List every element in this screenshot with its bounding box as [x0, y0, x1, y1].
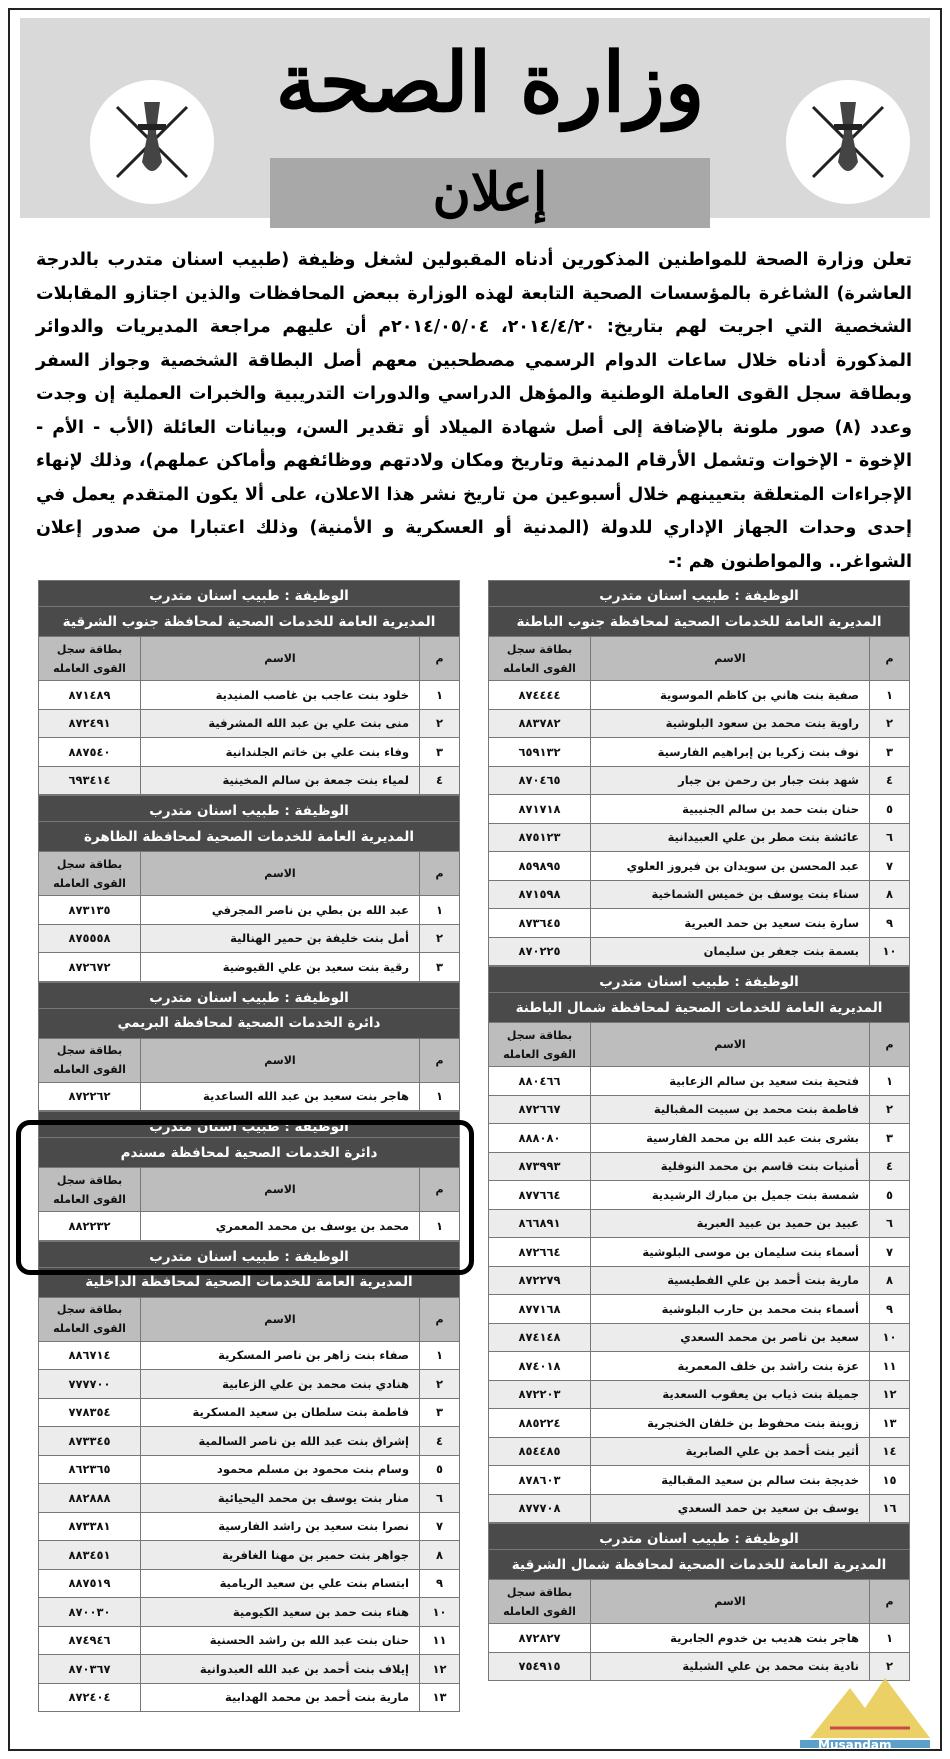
row-number: ١٤	[870, 1437, 910, 1466]
right-column-tables	[488, 580, 910, 1681]
table-row	[39, 1598, 460, 1627]
row-card-number: ٨٧٢٨٢٧	[489, 1624, 591, 1653]
table-row	[489, 1152, 910, 1181]
row-name: عائشة بنت مطر بن علي العبيدانية	[591, 823, 870, 852]
column-header-number: م	[420, 852, 460, 896]
row-number: ٨	[870, 880, 910, 909]
row-name: بشرى بنت عبد الله بن محمد الفارسية	[591, 1124, 870, 1153]
row-number: ٧	[420, 1512, 460, 1541]
row-card-number: ٨٧٢٢٦٢	[39, 1082, 141, 1111]
table-row	[489, 1494, 910, 1523]
table-row	[489, 1209, 910, 1238]
column-header-card: بطاقة سجل القوى العامله	[489, 1023, 591, 1067]
row-card-number: ٨٧٠٤٦٥	[489, 766, 591, 795]
table-row	[489, 709, 910, 738]
table-row	[39, 1569, 460, 1598]
row-name: جواهر بنت حمير بن مهنا الغافرية	[141, 1541, 420, 1570]
table-row	[39, 1455, 460, 1484]
row-number: ٣	[870, 738, 910, 767]
row-number: ٧	[870, 852, 910, 881]
row-number: ٣	[420, 1398, 460, 1427]
row-name: حنان بنت حمد بن سالم الجنيبية	[591, 795, 870, 824]
table-row	[39, 924, 460, 953]
row-card-number: ٨٨٥٢٢٤	[489, 1409, 591, 1438]
directorate-name: دائرة الخدمات الصحية لمحافظة البريمي	[39, 1008, 460, 1038]
table-row	[39, 709, 460, 738]
highlight-box	[16, 1120, 474, 1275]
assignment-table	[488, 966, 910, 1523]
row-card-number: ٧٧٧٧٠٠	[39, 1370, 141, 1399]
column-header-card: بطاقة سجل القوى العامله	[39, 637, 141, 681]
directorate-name: المديرية العامة للخدمات الصحية لمحافظة جنوب الشرقية	[39, 607, 460, 637]
row-number: ٩	[870, 1295, 910, 1324]
row-card-number: ٧٥٤٩١٥	[489, 1652, 591, 1681]
row-name: محمد بن يوسف بن محمد المعمري	[141, 1212, 420, 1241]
table-row	[489, 1295, 910, 1324]
row-name: عزة بنت راشد بن خلف المعمرية	[591, 1352, 870, 1381]
directorate-name: المديرية العامة للخدمات الصحية لمحافظة جنوب الباطنة	[489, 607, 910, 637]
announcement-title: إعلان	[270, 158, 710, 228]
row-number: ٧	[870, 1238, 910, 1267]
table-row	[39, 738, 460, 767]
row-name: منى بنت علي بن عبد الله المشرفية	[141, 709, 420, 738]
table-row	[39, 1341, 460, 1370]
row-number: ١٠	[420, 1598, 460, 1627]
row-card-number: ٨٧٨٦٠٣	[489, 1466, 591, 1495]
row-number: ٦	[420, 1484, 460, 1513]
job-title: الوظيفة : طبيب اسنان متدرب	[39, 796, 460, 822]
ministry-title: وزارة الصحة	[275, 35, 705, 131]
row-number: ٤	[420, 766, 460, 795]
row-name: إيلاف بنت أحمد بن عبد الله العبدوانية	[141, 1655, 420, 1684]
table-row	[489, 1437, 910, 1466]
row-name: أسماء بنت محمد بن حارب البلوشية	[591, 1295, 870, 1324]
row-name: عبد المحسن بن سويدان بن فيروز العلوي	[591, 852, 870, 881]
table-row	[489, 1409, 910, 1438]
directorate-name: المديرية العامة للخدمات الصحية لمحافظة الظاهرة	[39, 822, 460, 852]
row-number: ١١	[870, 1352, 910, 1381]
row-name: أثير بنت أحمد بن علي الصابرية	[591, 1437, 870, 1466]
row-number: ٩	[420, 1569, 460, 1598]
column-header-number: م	[420, 637, 460, 681]
table-row	[39, 1484, 460, 1513]
table-row	[39, 681, 460, 710]
table-row	[489, 1323, 910, 1352]
row-card-number: ٦٩٣٤١٤	[39, 766, 141, 795]
row-name: هاجر بنت هديب بن خدوم الجابرية	[591, 1624, 870, 1653]
row-number: ٢	[870, 1652, 910, 1681]
assignment-table	[38, 580, 460, 795]
assignment-table	[488, 580, 910, 966]
row-card-number: ٨٧٢٦٧٢	[39, 953, 141, 982]
row-name: لمياء بنت جمعة بن سالم المخينية	[141, 766, 420, 795]
header-banner	[20, 18, 930, 223]
row-name: سعيد بن ناصر بن محمد السعدي	[591, 1323, 870, 1352]
row-name: أمل بنت خليفة بن حمير الهنالية	[141, 924, 420, 953]
row-name: نوف بنت زكريا بن إبراهيم الفارسية	[591, 738, 870, 767]
row-card-number: ٦٥٩١٣٢	[489, 738, 591, 767]
row-card-number: ٨٧٢٦٦٧	[489, 1095, 591, 1124]
table-row	[489, 1181, 910, 1210]
row-name: فتحية بنت سعيد بن سالم الزعابية	[591, 1067, 870, 1096]
row-card-number: ٨٧٠٢٢٥	[489, 937, 591, 966]
row-card-number: ٨٧٤٠١٨	[489, 1352, 591, 1381]
table-row	[39, 1655, 460, 1684]
row-number: ٥	[870, 1181, 910, 1210]
row-name: وفاء بنت علي بن خاتم الجلندانية	[141, 738, 420, 767]
row-number: ١٣	[870, 1409, 910, 1438]
row-number: ١	[870, 1624, 910, 1653]
job-title: الوظيفة : طبيب اسنان متدرب	[39, 1112, 460, 1138]
row-card-number: ٨٨٢٢٣٢	[39, 1212, 141, 1241]
table-row	[489, 937, 910, 966]
row-card-number: ٨٧٣٦٤٥	[489, 909, 591, 938]
row-card-number: ٨٧٧٧٠٨	[489, 1494, 591, 1523]
row-card-number: ٨٧٢٢٠٣	[489, 1380, 591, 1409]
row-name: صفاء بنت زاهر بن ناصر المسكرية	[141, 1341, 420, 1370]
column-header-name: الاسم	[141, 637, 420, 681]
row-number: ٣	[420, 953, 460, 982]
row-card-number: ٨٥٩٨٩٥	[489, 852, 591, 881]
row-number: ٢	[870, 709, 910, 738]
row-number: ١	[420, 896, 460, 925]
row-card-number: ٨٧٧٦٦٤	[489, 1181, 591, 1210]
table-row	[489, 1095, 910, 1124]
row-card-number: ٨٧١٤٨٩	[39, 681, 141, 710]
row-name: هنادي بنت محمد بن علي الزعابية	[141, 1370, 420, 1399]
table-row	[489, 852, 910, 881]
assignment-table	[38, 982, 460, 1112]
row-number: ١٠	[870, 937, 910, 966]
row-number: ٨	[870, 1266, 910, 1295]
row-card-number: ٨٨٢٨٨٨	[39, 1484, 141, 1513]
table-row	[489, 1238, 910, 1267]
row-card-number: ٨٧٤٩٤٦	[39, 1626, 141, 1655]
row-number: ٦	[870, 823, 910, 852]
row-name: سارة بنت سعيد بن حمد العبرية	[591, 909, 870, 938]
table-row	[489, 880, 910, 909]
directorate-name: دائرة الخدمات الصحية لمحافظة مسندم	[39, 1138, 460, 1168]
table-row	[489, 1352, 910, 1381]
row-card-number: ٨٧٤٤٤٤	[489, 681, 591, 710]
row-card-number: ٨٨٨٠٨٠	[489, 1124, 591, 1153]
row-name: بسمة بنت جعفر بن سليمان	[591, 937, 870, 966]
row-card-number: ٨٧٣٣٨١	[39, 1512, 141, 1541]
row-name: شهد بنت جبار بن رحمن بن جبار	[591, 766, 870, 795]
row-number: ٩	[870, 909, 910, 938]
column-header-name: الاسم	[141, 1038, 420, 1082]
row-number: ١	[420, 1341, 460, 1370]
column-header-card: بطاقة سجل القوى العامله	[39, 1297, 141, 1341]
row-card-number: ٨٧٠٣٦٧	[39, 1655, 141, 1684]
row-number: ١	[420, 1212, 460, 1241]
table-row	[489, 823, 910, 852]
row-card-number: ٧٧٨٣٥٤	[39, 1398, 141, 1427]
row-name: راوية بنت محمد بن سعود البلوشية	[591, 709, 870, 738]
table-row	[489, 1124, 910, 1153]
row-name: فاطمة بنت سلطان بن سعيد المسكرية	[141, 1398, 420, 1427]
table-row	[39, 1427, 460, 1456]
directorate-name: المديرية العامة للخدمات الصحية لمحافظة شمال الشرقية	[489, 1550, 910, 1580]
row-card-number: ٨٧٢٦٦٤	[489, 1238, 591, 1267]
row-name: هناء بنت حمد بن سعيد الكيومية	[141, 1598, 420, 1627]
row-name: زوينة بنت محفوظ بن خلفان الخنجرية	[591, 1409, 870, 1438]
announcement-body: تعلن وزارة الصحة للمواطنين المذكورين أدناه المقبولين لشغل وظيفة (طبيب اسنان متدرب بالدرجة العاشرة) الشاغرة بالمؤسسات الصحية التابعة لهذه الوزارة ببعض المحافظات والذين اجتازو المقابلات الشخصية التي اجريت لهم بتاريخ: ٢٠١٤/٤/٢٠، ٢٠١٤/٠٥/٠٤م أن عليهم مراجعة المديريات والدوائر المذكورة أدناه خلال ساعات الدوام الرسمي مصطحبين معهم أصل البطاقة الشخصية وجواز السفر وبطاقة سجل القوى العاملة الوطنية والمؤهل الدراسي والدورات التدريبية والخبرات العملية إن وجدت وعدد (٨) صور ملونة بالإضافة إلى أصل شهادة الميلاد أو تقدير السن، وبيانات العائلة (الأب - الأم - الإخوة - الإخوات وتشمل الأرقام المدنية وتاريخ ومكان ولادتهم ووظائفهم وأماكن عملهم)، وذلك لإنهاء الإجراءات المتعلقة بتعيينهم خلال أسبوعين من تاريخ نشر هذا الاعلان، على ألا يكون المتقدم يعمل في إحدى وحدات الجهاز الإداري للدولة (المدنية أو العسكرية و الأمنية) وذلك اعتبارا من صدور إعلان الشواغر.. والمواطنون هم :-	[36, 250, 912, 572]
row-card-number: ٨٧١٧١٨	[489, 795, 591, 824]
row-card-number: ٨٨٧٥٤٠	[39, 738, 141, 767]
job-title: الوظيفة : طبيب اسنان متدرب	[39, 982, 460, 1008]
table-row	[489, 1266, 910, 1295]
table-row	[39, 1683, 460, 1712]
row-name: خلود بنت عاجب بن غاصب المنيدية	[141, 681, 420, 710]
row-card-number: ٨٧٢٤٠٤	[39, 1683, 141, 1712]
job-title: الوظيفة : طبيب اسنان متدرب	[489, 967, 910, 993]
row-number: ٤	[870, 1152, 910, 1181]
directorate-name: المديرية العامة للخدمات الصحية لمحافظة الداخلية	[39, 1267, 460, 1297]
column-header-card: بطاقة سجل القوى العامله	[39, 1168, 141, 1212]
row-card-number: ٨٧٠٠٣٠	[39, 1598, 141, 1627]
row-name: صفية بنت هاني بن كاظم الموسوية	[591, 681, 870, 710]
row-name: عبد الله بن بطي بن ناصر المجرفي	[141, 896, 420, 925]
row-name: أمنيات بنت قاسم بن محمد النوفلية	[591, 1152, 870, 1181]
table-row	[489, 1466, 910, 1495]
row-name: نادية بنت محمد بن علي الشبلية	[591, 1652, 870, 1681]
column-header-card: بطاقة سجل القوى العامله	[39, 1038, 141, 1082]
row-card-number: ٨٨٣٤٥١	[39, 1541, 141, 1570]
row-card-number: ٨٧٢٢٧٩	[489, 1266, 591, 1295]
row-number: ١٢	[420, 1655, 460, 1684]
row-name: رقية بنت سعيد بن علي القيوضية	[141, 953, 420, 982]
row-name: سناء بنت يوسف بن خميس الشماخية	[591, 880, 870, 909]
column-header-number: م	[420, 1168, 460, 1212]
watermark-logo-icon	[790, 1668, 940, 1748]
table-row	[489, 766, 910, 795]
table-row	[39, 1370, 460, 1399]
column-header-number: م	[870, 637, 910, 681]
row-card-number: ٨٦٦٨٩١	[489, 1209, 591, 1238]
watermark-text: Musandam	[818, 1738, 892, 1752]
assignment-table	[38, 795, 460, 982]
row-number: ٥	[870, 795, 910, 824]
job-title: الوظيفة : طبيب اسنان متدرب	[489, 581, 910, 607]
column-header-name: الاسم	[141, 1168, 420, 1212]
row-number: ٣	[420, 738, 460, 767]
row-number: ٢	[420, 924, 460, 953]
row-card-number: ٨٧٢٤٩١	[39, 709, 141, 738]
row-name: وسام بنت محمود بن مسلم محمود	[141, 1455, 420, 1484]
row-name: نصرا بنت سعيد بن راشد الفارسية	[141, 1512, 420, 1541]
column-header-name: الاسم	[141, 1297, 420, 1341]
row-name: شمسة بنت جميل بن مبارك الرشيدية	[591, 1181, 870, 1210]
row-number: ١٢	[870, 1380, 910, 1409]
row-name: أسماء بنت سليمان بن موسى البلوشية	[591, 1238, 870, 1267]
row-name: عبيد بن حميد بن عبيد العبرية	[591, 1209, 870, 1238]
row-card-number: ٨٧٣٩٩٣	[489, 1152, 591, 1181]
table-row	[39, 1541, 460, 1570]
row-number: ٤	[870, 766, 910, 795]
row-name: إشراق بنت عبد الله بن ناصر السالمية	[141, 1427, 420, 1456]
row-card-number: ٨٧١٥٩٨	[489, 880, 591, 909]
column-header-card: بطاقة سجل القوى العامله	[489, 637, 591, 681]
row-name: خديجة بنت سالم بن سعيد المقبالية	[591, 1466, 870, 1495]
row-name: يوسف بن سعيد بن حمد السعدي	[591, 1494, 870, 1523]
row-number: ١١	[420, 1626, 460, 1655]
row-card-number: ٨٧٣١٣٥	[39, 896, 141, 925]
row-name: مارية بنت أحمد بن علي الفطيسية	[591, 1266, 870, 1295]
row-name: جميلة بنت ذياب بن يعقوب السعدية	[591, 1380, 870, 1409]
row-name: هاجر بنت سعيد بن عبد الله الساعدية	[141, 1082, 420, 1111]
row-number: ١٥	[870, 1466, 910, 1495]
row-card-number: ٨٧٧١٦٨	[489, 1295, 591, 1324]
row-name: فاطمة بنت محمد بن سبيت المقبالية	[591, 1095, 870, 1124]
row-number: ١٠	[870, 1323, 910, 1352]
row-number: ٢	[420, 1370, 460, 1399]
row-card-number: ٨٧٥١٢٣	[489, 823, 591, 852]
row-card-number: ٨٥٤٤٨٥	[489, 1437, 591, 1466]
row-number: ٢	[870, 1095, 910, 1124]
table-row	[489, 795, 910, 824]
column-header-name: الاسم	[591, 637, 870, 681]
column-header-number: م	[420, 1038, 460, 1082]
table-row	[489, 909, 910, 938]
column-header-number: م	[870, 1023, 910, 1067]
table-row	[39, 896, 460, 925]
column-header-name: الاسم	[591, 1023, 870, 1067]
row-number: ٣	[870, 1124, 910, 1153]
row-card-number: ٨٨٠٤٦٦	[489, 1067, 591, 1096]
row-number: ٦	[870, 1209, 910, 1238]
job-title: الوظيفة : طبيب اسنان متدرب	[489, 1524, 910, 1550]
row-card-number: ٨٧٣٣٤٥	[39, 1427, 141, 1456]
row-number: ١	[420, 681, 460, 710]
column-header-number: م	[420, 1297, 460, 1341]
row-number: ٤	[420, 1427, 460, 1456]
row-card-number: ٨٧٤١٤٨	[489, 1323, 591, 1352]
row-card-number: ٨٨٣٧٨٢	[489, 709, 591, 738]
row-number: ١٦	[870, 1494, 910, 1523]
column-header-card: بطاقة سجل القوى العامله	[39, 852, 141, 896]
table-row	[39, 1626, 460, 1655]
row-name: حنان بنت عبد الله بن راشد الحسنية	[141, 1626, 420, 1655]
table-row	[489, 1380, 910, 1409]
row-name: منار بنت يوسف بن محمد اليحيائية	[141, 1484, 420, 1513]
row-number: ١	[420, 1082, 460, 1111]
row-number: ٨	[420, 1541, 460, 1570]
column-header-card: بطاقة سجل القوى العامله	[489, 1580, 591, 1624]
oman-emblem-icon	[62, 62, 222, 222]
assignment-table	[38, 1241, 460, 1713]
table-row	[489, 738, 910, 767]
table-row	[39, 1082, 460, 1111]
row-name: مارية بنت أحمد بن محمد الهدابية	[141, 1683, 420, 1712]
table-row	[489, 1624, 910, 1653]
column-header-number: م	[870, 1580, 910, 1624]
table-row	[39, 1512, 460, 1541]
job-title: الوظيفة : طبيب اسنان متدرب	[39, 1241, 460, 1267]
row-number: ١	[870, 1067, 910, 1096]
row-card-number: ٨٨٦٧١٤	[39, 1341, 141, 1370]
table-row	[39, 953, 460, 982]
column-header-name: الاسم	[141, 852, 420, 896]
row-number: ٥	[420, 1455, 460, 1484]
row-card-number: ٨٦٢٣٦٥	[39, 1455, 141, 1484]
table-row	[39, 766, 460, 795]
directorate-name: المديرية العامة للخدمات الصحية لمحافظة شمال الباطنة	[489, 993, 910, 1023]
row-number: ١	[870, 681, 910, 710]
row-name: ابتسام بنت علي بن سعيد الريامية	[141, 1569, 420, 1598]
column-header-name: الاسم	[591, 1580, 870, 1624]
job-title: الوظيفة : طبيب اسنان متدرب	[39, 581, 460, 607]
row-number: ١٣	[420, 1683, 460, 1712]
table-row	[489, 681, 910, 710]
assignment-table	[488, 1523, 910, 1681]
row-card-number: ٨٨٧٥١٩	[39, 1569, 141, 1598]
table-row	[489, 1067, 910, 1096]
oman-emblem-icon	[758, 62, 918, 222]
row-card-number: ٨٧٥٥٥٨	[39, 924, 141, 953]
table-row	[39, 1398, 460, 1427]
row-number: ٢	[420, 709, 460, 738]
